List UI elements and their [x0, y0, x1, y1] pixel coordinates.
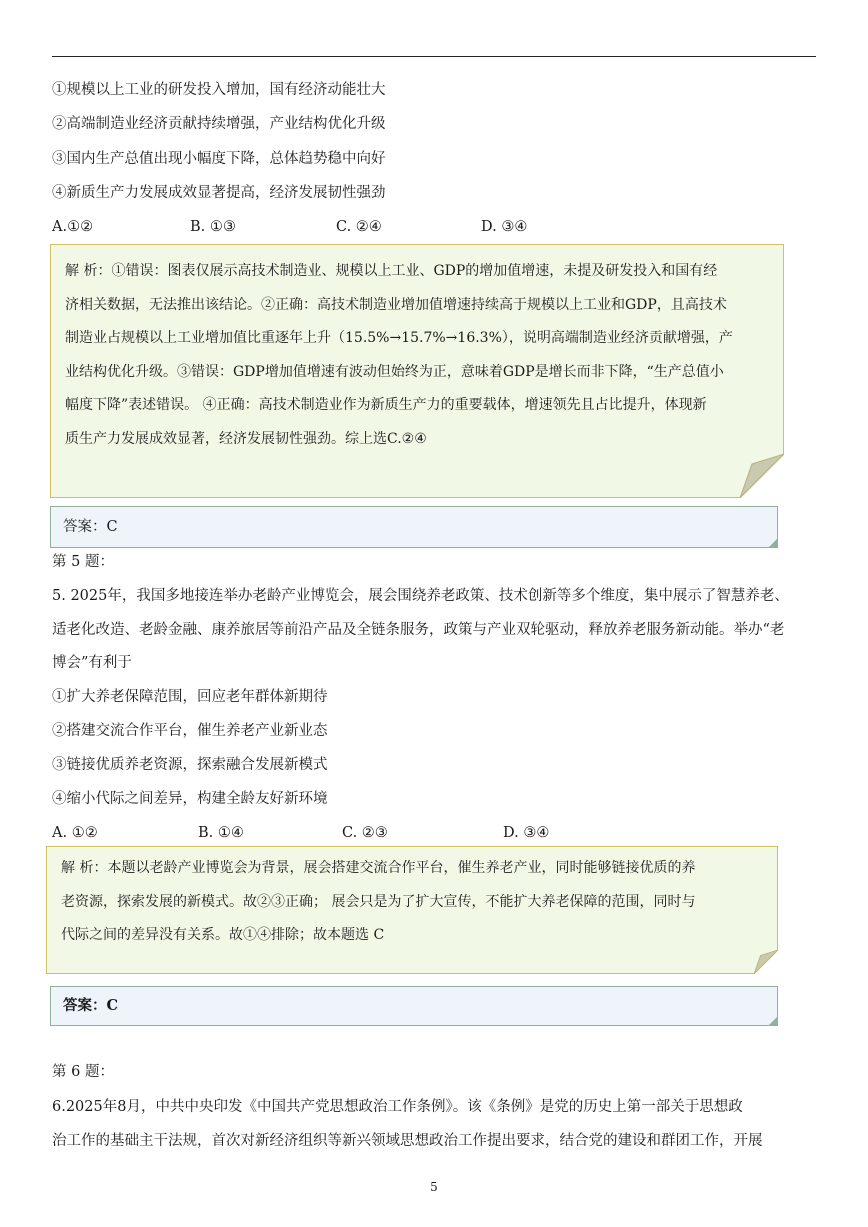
q4-answer-box — [50, 506, 778, 548]
q4-item-4: ④新质生产力发展成效显著提高，经济发展韧性强劲 — [52, 185, 386, 201]
q4-item-3: ③国内生产总值出现小幅度下降，总体趋势稳中向好 — [52, 151, 386, 167]
q4-option-b: B. ①③ — [190, 219, 236, 235]
q4-option-a: A.①② — [52, 219, 94, 235]
q4-analysis-line-1: 解 析：①错误：图表仅展示高技术制造业、规模以上工业、GDP的增加值增速，未提及研发投入和国有经 — [65, 263, 718, 279]
q5-option-c: C. ②③ — [342, 825, 388, 841]
q4-answer: 答案：C — [63, 519, 118, 535]
q4-analysis-line-2: 济相关数据，无法推出该结论。②正确：高技术制造业增加值增速持续高于规模以上工业和GDP，且高技术 — [65, 296, 727, 313]
q4-item-1: ①规模以上工业的研发投入增加，国有经济动能壮大 — [52, 82, 386, 98]
q4-analysis-line-6: 质生产力发展成效显著，经济发展韧性强劲。综上选C.②④ — [65, 430, 427, 447]
q4-option-d: D. ③④ — [481, 219, 528, 235]
q4-analysis-line-4: 业结构优化升级。③错误：GDP增加值增速有波动但始终为正，意味着GDP是增长而非下降，“生产总值小 — [65, 363, 724, 380]
q4-item-2: ②高端制造业经济贡献持续增强，产业结构优化升级 — [52, 116, 386, 132]
page-number: 5 — [430, 1180, 438, 1194]
q6-stem-line-2: 治工作的基础主干法规，首次对新经济组织等新兴领域思想政治工作提出要求，结合党的建设和群团工作，开展 — [52, 1133, 763, 1149]
q5-item-3: ③链接优质养老资源，探索融合发展新模式 — [52, 757, 328, 773]
q5-answer-box — [50, 986, 778, 1026]
page-fold-icon — [740, 454, 784, 498]
q4-analysis-line-5: 幅度下降”表述错误。 ④正确：高技术制造业作为新质生产力的重要载体，增速领先且占比提升，体现新 — [65, 397, 707, 413]
corner-icon — [768, 538, 778, 548]
q5-stem-line-3: 博会”有利于 — [52, 655, 132, 671]
q5-option-a: A. ①② — [52, 825, 98, 841]
q4-analysis-line-3: 制造业占规模以上工业增加值比重逐年上升（15.5%→15.7%→16.3%），说明高端制造业经济贡献增强，产 — [65, 330, 733, 346]
q5-option-b: B. ①④ — [198, 825, 244, 841]
q5-stem-line-1: 5. 2025年，我国多地接连举办老龄产业博览会，展会围绕养老政策、技术创新等多个维度，集中展示了智慧养老、 — [52, 588, 789, 604]
corner-icon — [768, 1016, 778, 1026]
q5-answer: 答案：C — [63, 997, 119, 1014]
page-fold-icon — [754, 950, 778, 974]
q5-analysis-line-1: 解 析：本题以老龄产业博览会为背景，展会搭建交流合作平台，催生养老产业，同时能够链接优质的养 — [61, 860, 696, 876]
q6-stem-line-1: 6.2025年8月，中共中央印发《中国共产党思想政治工作条例》。该《条例》是党的历史上第一部关于思想政 — [52, 1099, 743, 1115]
q5-item-2: ②搭建交流合作平台，催生养老产业新业态 — [52, 723, 328, 739]
q5-analysis-line-2: 老资源，探索发展的新模式。故②③正确； 展会只是为了扩大宣传，不能扩大养老保障的范围，同时与 — [61, 893, 696, 910]
q5-analysis-box — [46, 846, 778, 974]
q6-heading: 第 6 题： — [52, 1064, 114, 1080]
q4-analysis-box — [50, 244, 784, 498]
header-rule — [52, 56, 816, 57]
q5-analysis-line-3: 代际之间的差异没有关系。故①④排除；故本题选 C — [61, 927, 385, 943]
q5-option-d: D. ③④ — [503, 825, 550, 841]
q5-heading: 第 5 题： — [52, 554, 114, 570]
q4-option-c: C. ②④ — [336, 219, 382, 235]
q5-stem-line-2: 适老化改造、老龄金融、康养旅居等前沿产品及全链条服务，政策与产业双轮驱动，释放养老服务新动能。举办“老 — [52, 622, 785, 638]
q5-item-4: ④缩小代际之间差异，构建全龄友好新环境 — [52, 791, 328, 807]
q5-item-1: ①扩大养老保障范围，回应老年群体新期待 — [52, 689, 328, 705]
